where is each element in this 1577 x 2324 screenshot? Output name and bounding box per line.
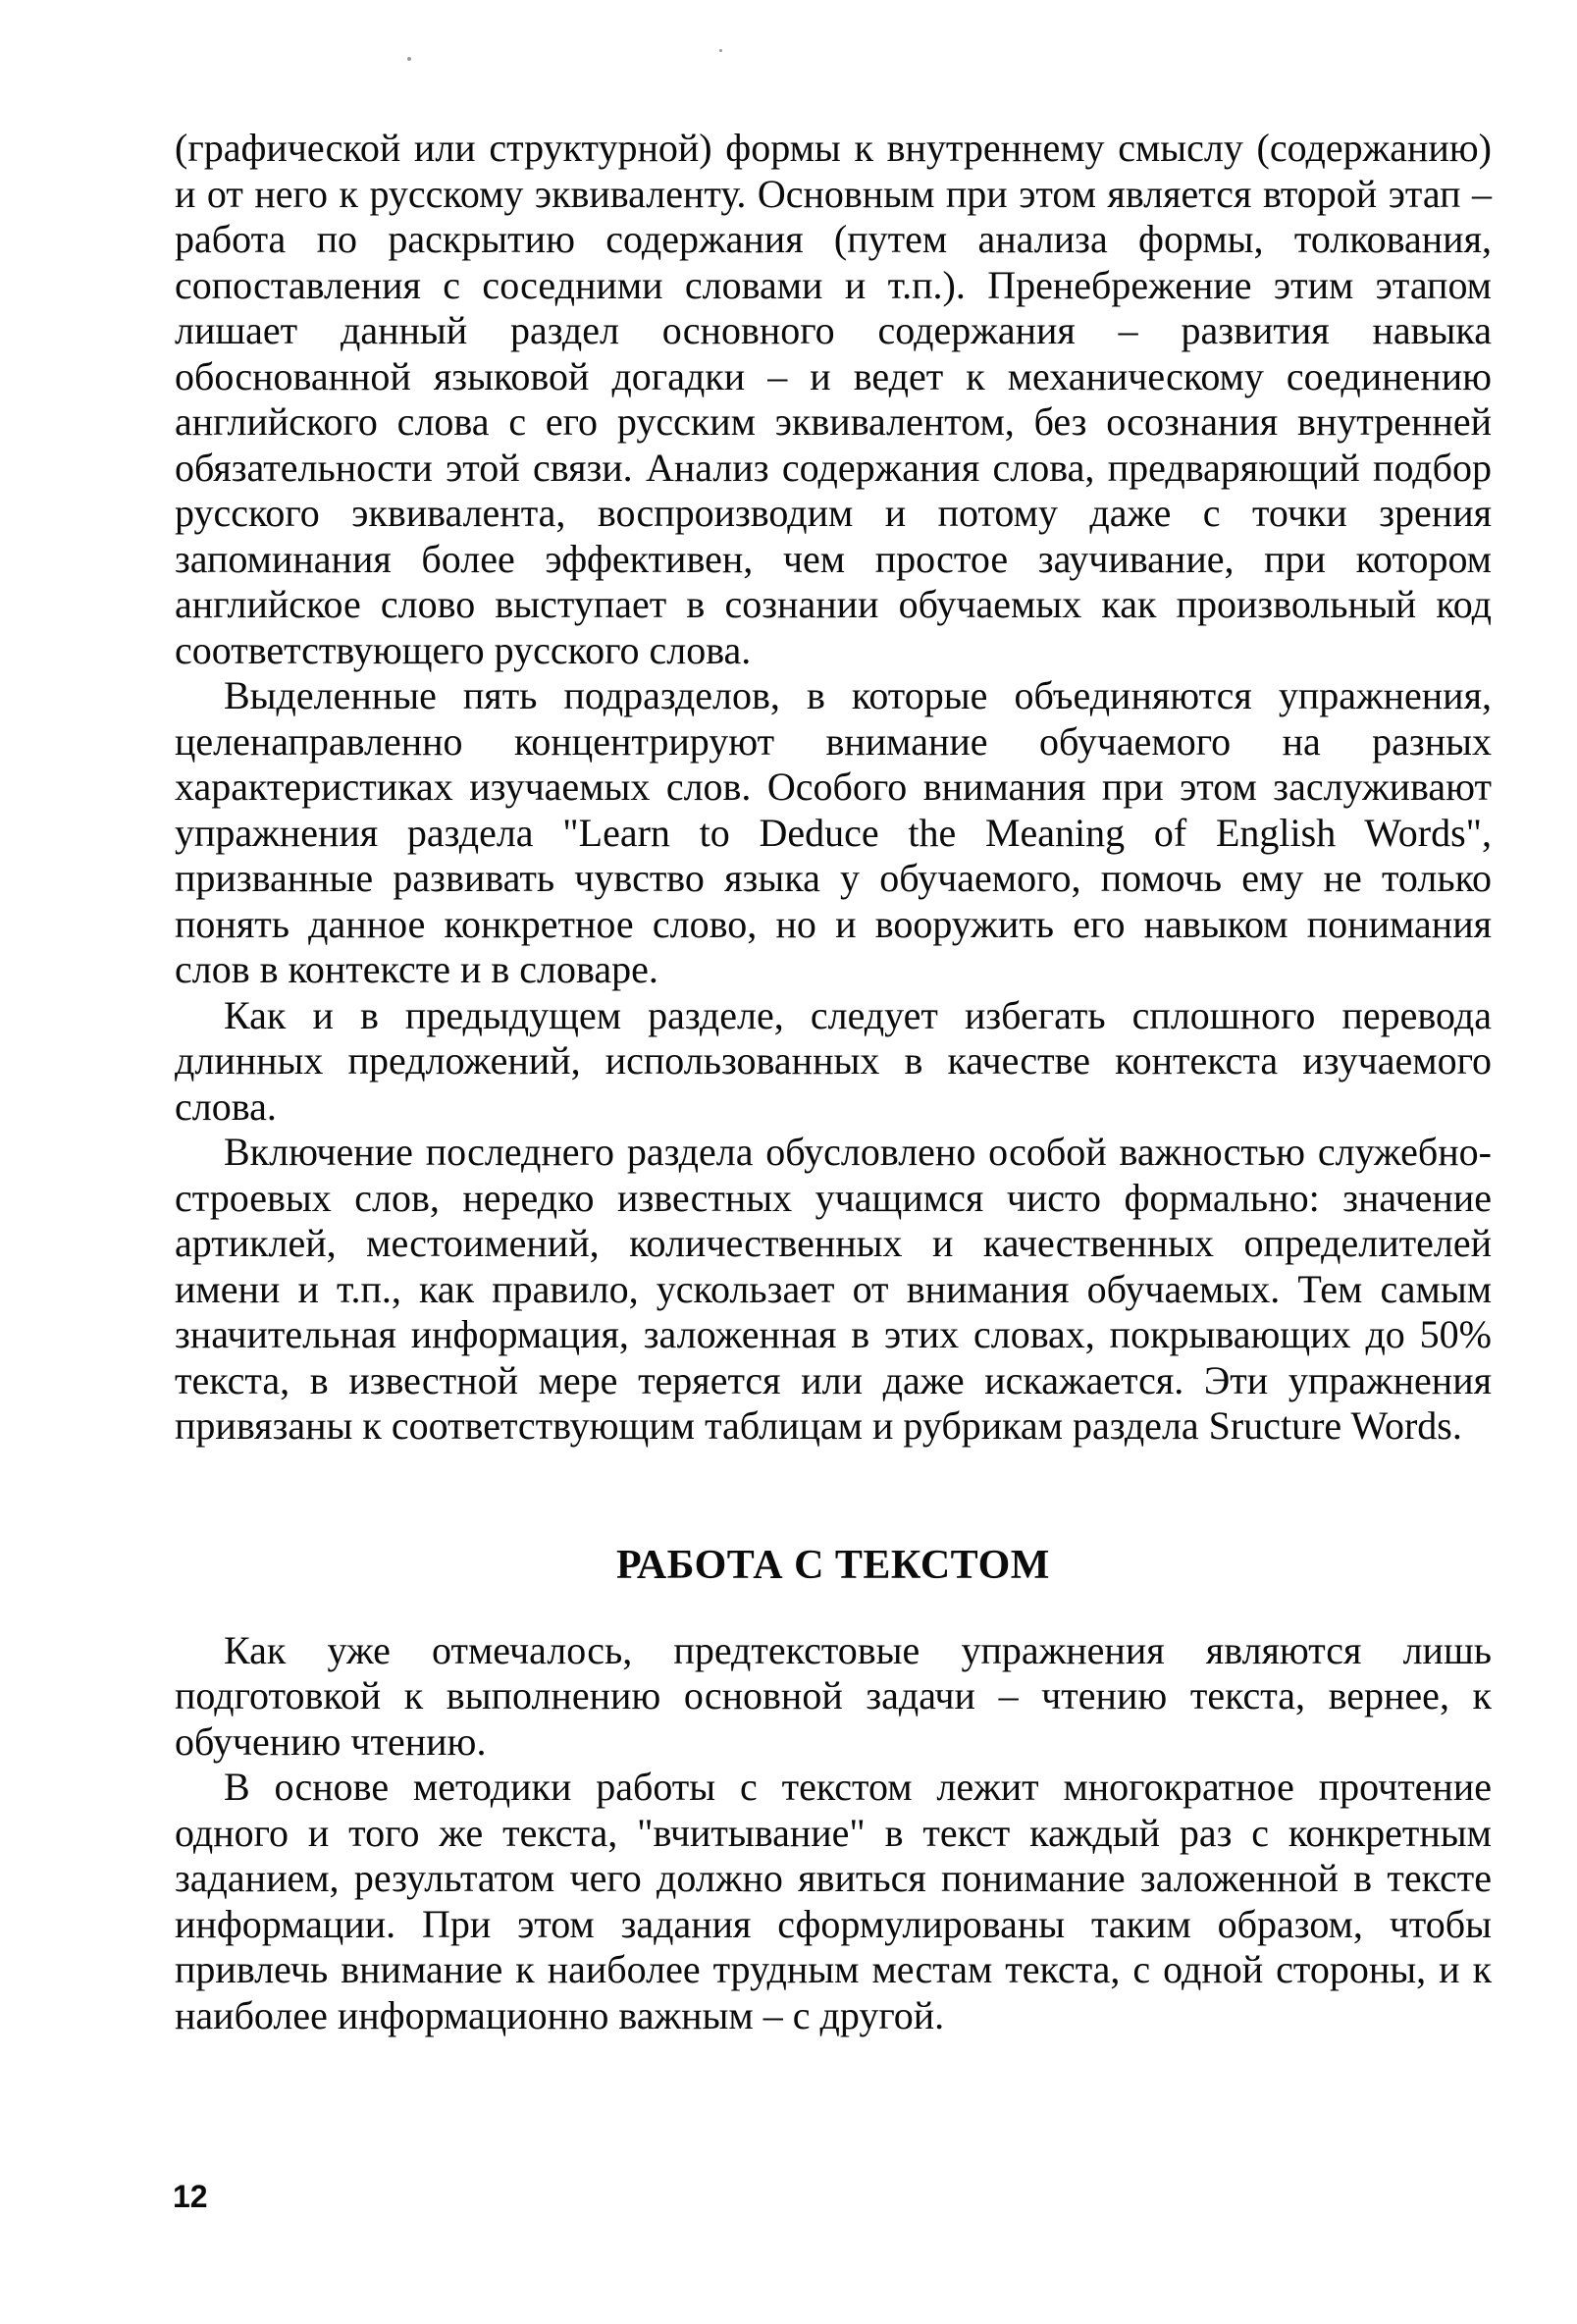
- paragraph: В основе методики работы с текстом лежит многократное прочтение одного и того же текста, "вчитывание" в текст каждый раз с конкретным заданием, результатом чего должно явиться понимание заложенной в тексте информации. При этом задания сформулированы таким образом, чтобы привлечь внимание к наиболее трудным местам текста, с одной стороны, и к наиболее информационно важным – с другой.: [175, 1765, 1492, 2037]
- section-2-body: [175, 1628, 1492, 2039]
- text-column: [175, 126, 1492, 2038]
- paragraph: Как уже отмечалось, предтекстовые упражнения являются лишь подготовкой к выполнению основной задачи – чтению текста, вернее, к обучению чтению.: [175, 1627, 1492, 1764]
- paragraph: Выделенные пять подразделов, в которые объединяются упражнения, целенаправленно концентрируют внимание обучаемого на разных характеристиках изучаемых слов. Особого внимания при этом заслуживают упражнения раздела "Learn to Deduce the Meaning of English Words", призванные развивать чувство языка у обучаемого, помочь ему не только понять данное конкретное слово, но и вооружить его навыком понимания слов в контексте и в словаре.: [175, 673, 1492, 991]
- page-number: 12: [173, 2179, 208, 2214]
- section-heading: РАБОТА С ТЕКСТОМ: [616, 1542, 1050, 1588]
- scan-speck: [407, 57, 411, 61]
- paragraph: (графической или структурной) формы к внутреннему смыслу (содержанию) и от него к русскому эквиваленту. Основным при этом является второй этап – работа по раскрытию содержания (путем анализа формы, толкования, сопоставления с соседними словами и т.п.). Пренебрежение этим этапом лишает данный раздел основного содержания – развития навыка обоснованной языковой догадки – и ведет к механическому соединению английского слова с его русским эквивалентом, без осознания внутренней обязательности этой связи. Анализ содержания слова, предваряющий подбор русского эквивалента, воспроизводим и потому даже с точки зрения запоминания более эффективен, чем простое заучивание, при котором английское слово выступает в сознании обучаемых как произвольный код соответствующего русского слова.: [175, 126, 1492, 672]
- section-1-body: [175, 126, 1492, 1450]
- scan-speck: [719, 49, 722, 52]
- paragraph: Как и в предыдущем разделе, следует избегать сплошного перевода длинных предложений, использованных в качестве контекста изучаемого слова.: [175, 992, 1492, 1129]
- paragraph: Включение последнего раздела обусловлено особой важностью служебно-строевых слов, нередко известных учащимся чисто формально: значение артиклей, местоимений, количественных и качественных определителей имени и т.п., как правило, ускользает от внимания обучаемых. Тем самым значительная информация, заложенная в этих словах, покрывающих до 50% текста, в известной мере теряется или даже искажается. Эти упражнения привязаны к соответствующим таблицам и рубрикам раздела Sructure Words.: [175, 1130, 1492, 1448]
